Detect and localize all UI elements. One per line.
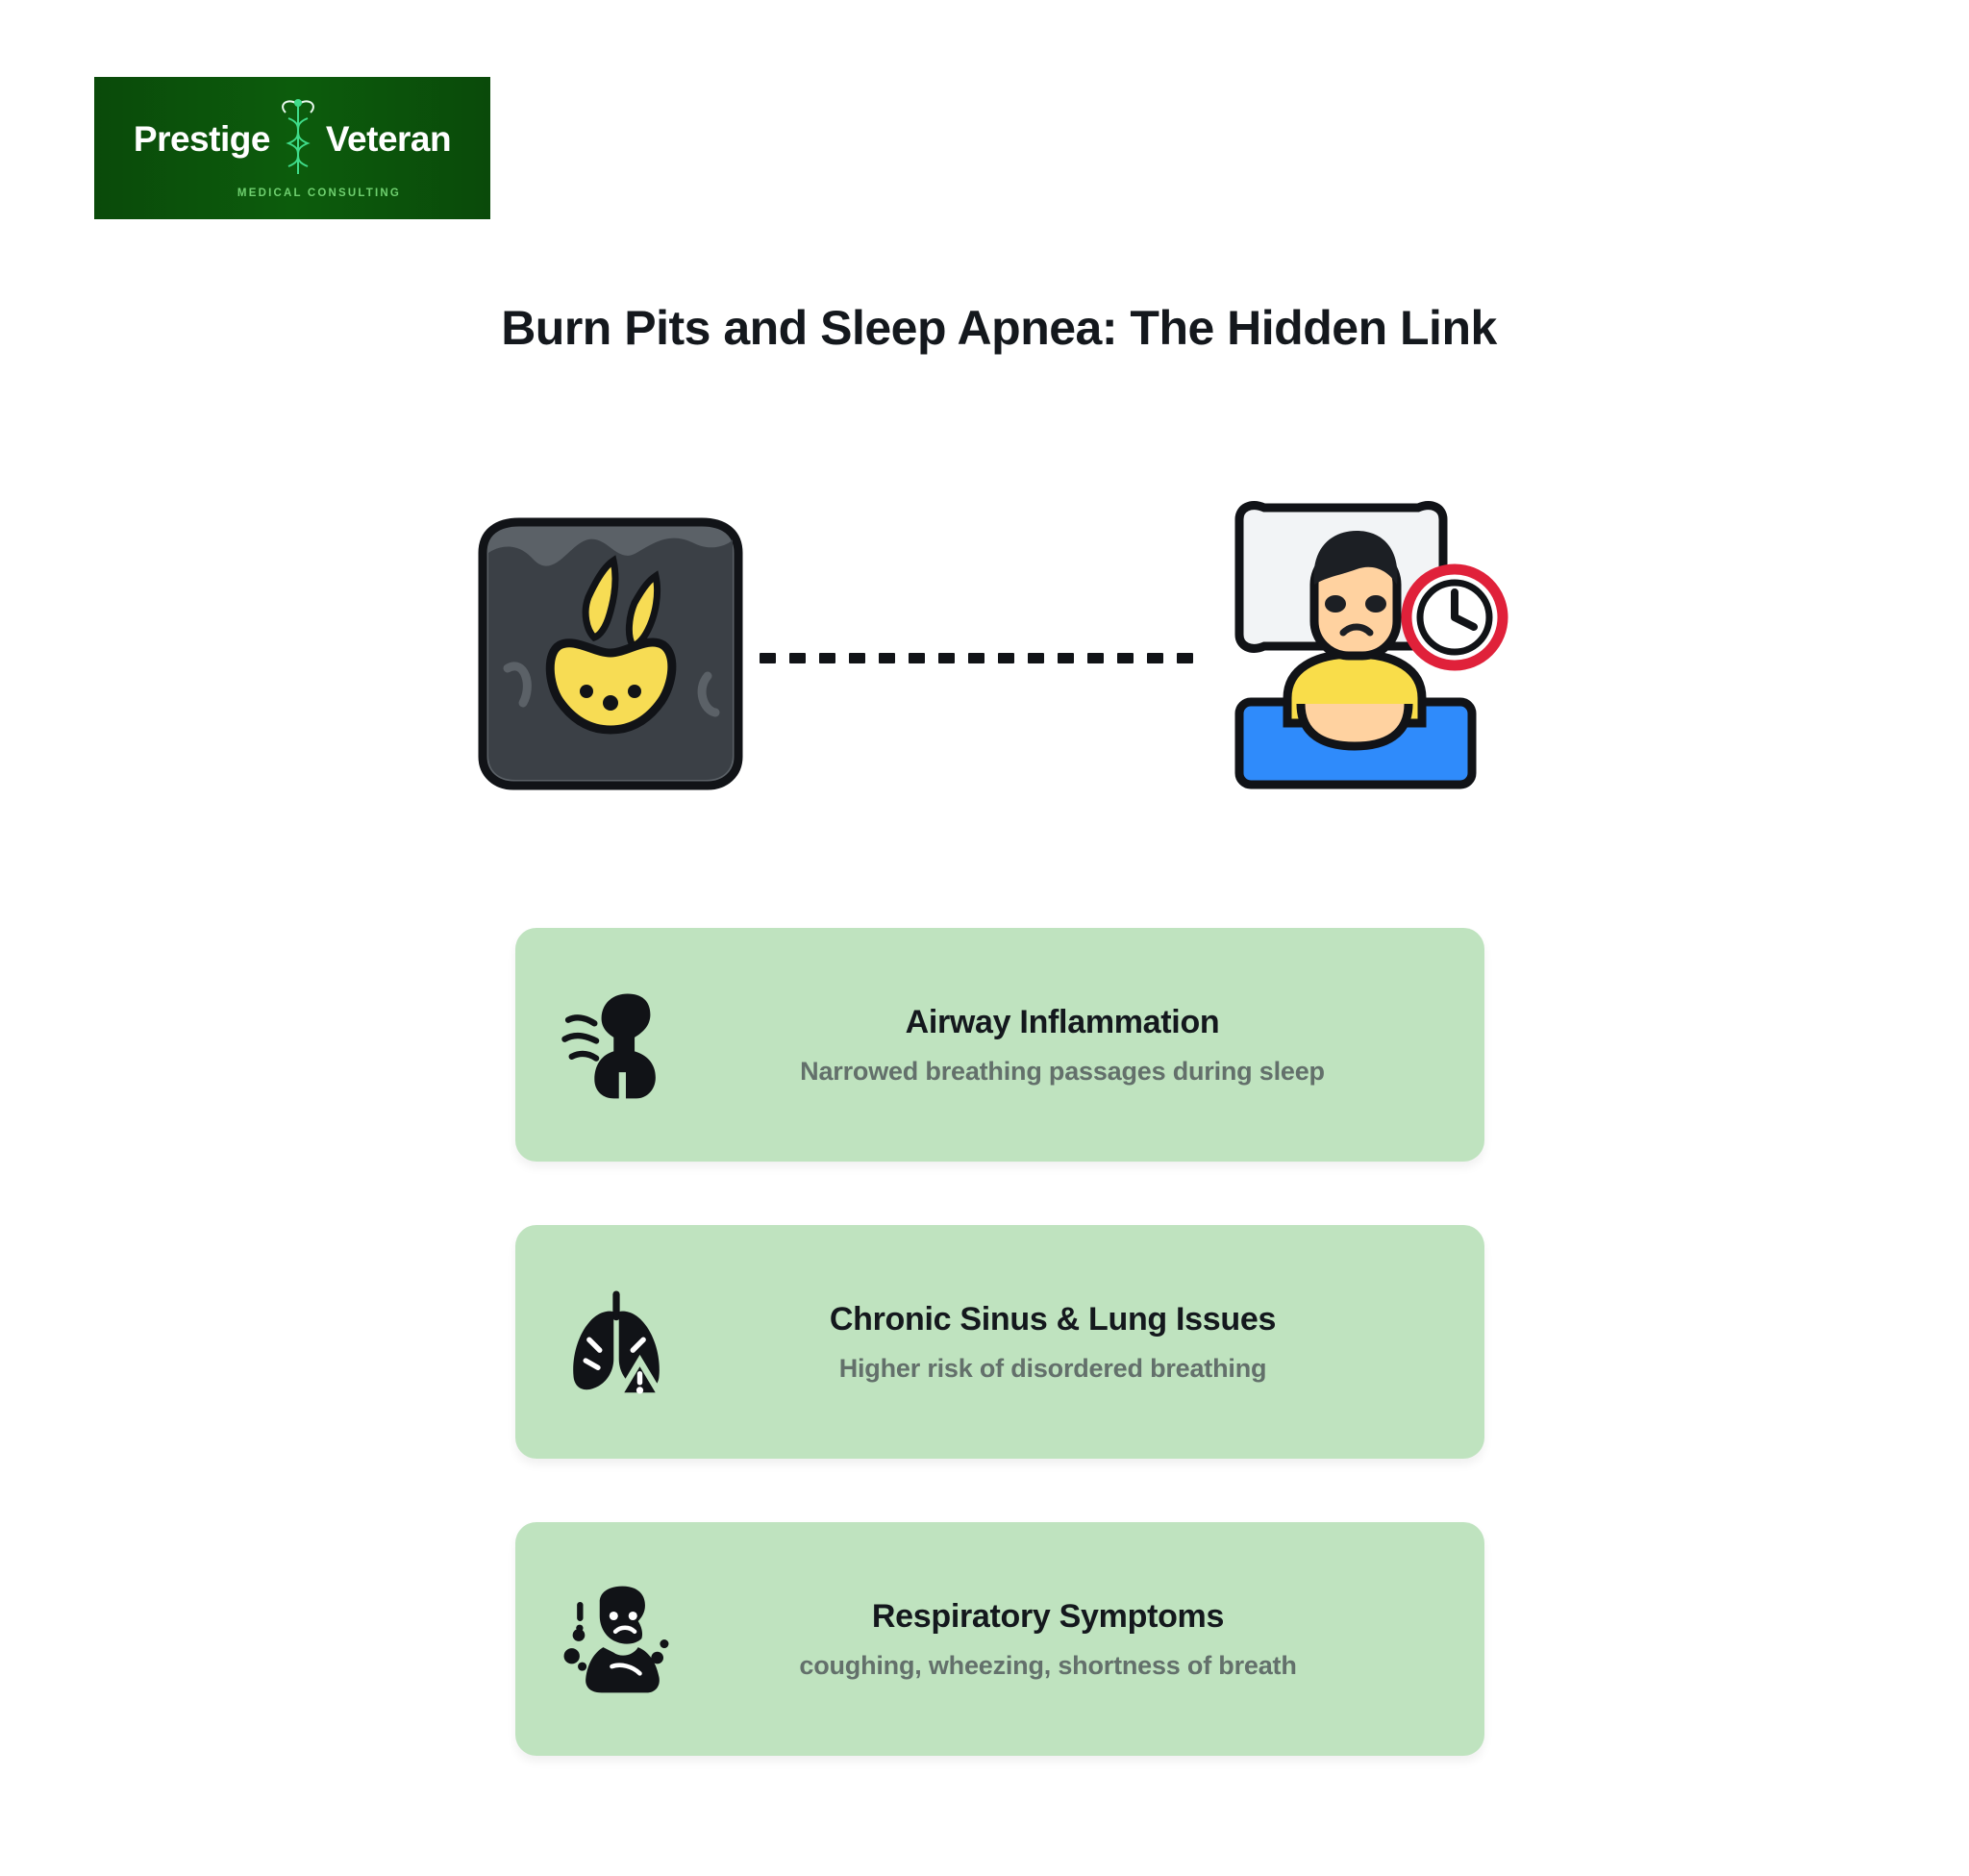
lungs-warning-icon: [544, 1286, 688, 1399]
factor-card-list: [515, 928, 1484, 1819]
logo-wordmark: [94, 97, 490, 180]
caduceus-icon: [276, 97, 320, 180]
list-item[interactable]: [515, 1225, 1484, 1459]
logo-tagline: MEDICAL CONSULTING: [237, 188, 402, 199]
list-item[interactable]: [515, 1522, 1484, 1756]
card-title: Respiratory Symptoms: [871, 1597, 1225, 1635]
airway-breathing-icon: [544, 988, 688, 1102]
logo-word-veteran: Veteran: [325, 118, 452, 159]
page-title: Burn Pits and Sleep Apnea: The Hidden Link: [501, 301, 1497, 355]
hero-connector-dotted-line: [760, 652, 1211, 663]
brand-logo: [94, 77, 490, 219]
burn-pit-icon: [473, 514, 748, 793]
card-text-block: [679, 1301, 1484, 1384]
card-description: coughing, wheezing, shortness of breath: [799, 1650, 1297, 1680]
card-description: Higher risk of disordered breathing: [838, 1353, 1267, 1383]
card-text-block: [679, 1004, 1484, 1087]
card-title: Chronic Sinus & Lung Issues: [829, 1300, 1277, 1338]
card-description: Narrowed breathing passages during sleep: [800, 1056, 1325, 1086]
card-text-block: [679, 1598, 1484, 1681]
list-item[interactable]: [515, 928, 1484, 1162]
coughing-person-icon: [544, 1583, 688, 1696]
sleeping-person-with-clock-icon: [1226, 500, 1514, 798]
logo-word-prestige: Prestige: [133, 118, 270, 159]
hero-illustration: [0, 490, 1969, 808]
card-title: Airway Inflammation: [905, 1003, 1220, 1040]
